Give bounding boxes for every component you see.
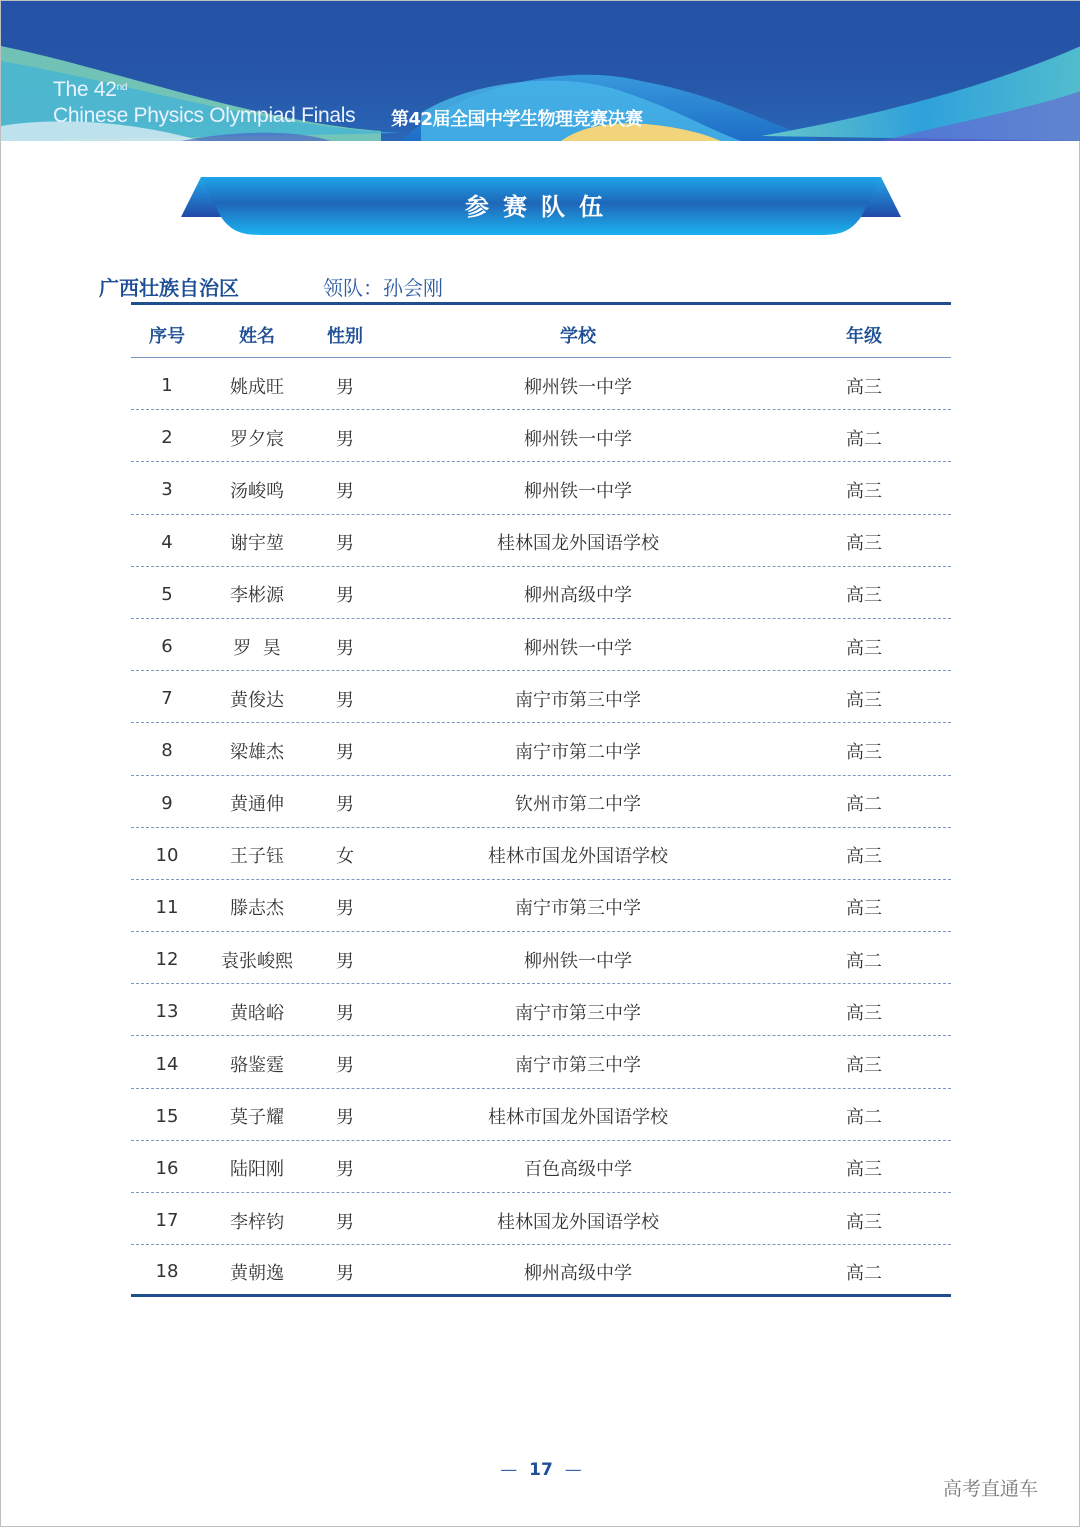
cell-school: 柳州高级中学 — [524, 585, 632, 607]
table-row — [131, 1089, 951, 1141]
cell-school: 桂林国龙外国语学校 — [497, 533, 659, 555]
cell-grade: 高三 — [846, 1159, 882, 1181]
table-row — [131, 984, 951, 1036]
cell-number: 12 — [155, 949, 179, 971]
cell-school: 百色高级中学 — [524, 1159, 632, 1181]
table-row — [131, 358, 951, 410]
cell-name: 王子钰 — [230, 846, 284, 868]
cell-name: 黄通伸 — [230, 794, 284, 816]
team-leader: 领队：孙会刚 — [323, 276, 443, 300]
cell-name: 滕志杰 — [230, 898, 284, 920]
cell-gender: 男 — [336, 637, 354, 659]
header-rule — [131, 302, 951, 305]
cell-school: 南宁市第三中学 — [515, 1002, 641, 1024]
cell-number: 3 — [161, 479, 173, 501]
page-dash-left: — — [500, 1460, 518, 1480]
cell-grade: 高二 — [846, 794, 882, 816]
cell-number: 5 — [161, 583, 173, 605]
cell-gender: 男 — [336, 1159, 354, 1181]
cell-grade: 高三 — [846, 689, 882, 711]
cell-school: 南宁市第二中学 — [515, 741, 641, 763]
col-header-school: 学校 — [560, 326, 596, 347]
table-row — [131, 1193, 951, 1245]
cell-grade: 高三 — [846, 533, 882, 555]
cell-name: 黄朝逸 — [230, 1262, 284, 1284]
cell-gender: 男 — [336, 480, 354, 502]
banner-chinese-title: 第42届全国中学生物理竞赛决赛 — [391, 109, 643, 130]
table-row — [131, 410, 951, 462]
cell-gender: 男 — [336, 794, 354, 816]
table-row — [131, 828, 951, 880]
cell-number: 4 — [161, 531, 173, 553]
cell-name: 李梓钧 — [230, 1211, 284, 1233]
cell-grade: 高二 — [846, 1262, 882, 1284]
cell-number: 15 — [155, 1105, 179, 1127]
cell-gender: 男 — [336, 428, 354, 450]
team-region: 广西壮族自治区 — [99, 276, 239, 300]
cell-gender: 男 — [336, 898, 354, 920]
header-banner — [1, 1, 1080, 141]
cell-number: 14 — [155, 1053, 179, 1075]
cell-grade: 高二 — [846, 428, 882, 450]
cell-name: 梁雄杰 — [230, 741, 284, 763]
cell-number: 18 — [155, 1261, 179, 1283]
cell-grade: 高三 — [846, 637, 882, 659]
cell-school: 柳州铁一中学 — [524, 637, 632, 659]
cell-name: 罗 昊 — [233, 637, 281, 659]
cell-gender: 男 — [336, 1262, 354, 1284]
cell-gender: 男 — [336, 533, 354, 555]
cell-gender: 男 — [336, 1107, 354, 1129]
col-header-grade: 年级 — [846, 326, 882, 347]
cell-grade: 高二 — [846, 1107, 882, 1129]
table-row — [131, 515, 951, 567]
cell-grade: 高三 — [846, 1211, 882, 1233]
col-header-number: 序号 — [149, 326, 185, 347]
table-row — [131, 1141, 951, 1193]
cell-grade: 高三 — [846, 585, 882, 607]
page-dash-right: — — [564, 1460, 582, 1480]
table-row — [131, 567, 951, 619]
table-row — [131, 1245, 951, 1297]
cell-grade: 高三 — [846, 741, 882, 763]
table-row — [131, 932, 951, 984]
cell-gender: 男 — [336, 950, 354, 972]
cell-name: 罗夕宸 — [230, 428, 284, 450]
col-header-name: 姓名 — [239, 326, 275, 347]
cell-gender: 男 — [336, 741, 354, 763]
cell-school: 南宁市第三中学 — [515, 689, 641, 711]
cell-name: 莫子耀 — [230, 1107, 284, 1129]
cell-name: 谢宇堃 — [230, 533, 284, 555]
cell-school: 柳州铁一中学 — [524, 950, 632, 972]
cell-school: 柳州高级中学 — [524, 1262, 632, 1284]
cell-name: 李彬源 — [230, 585, 284, 607]
banner-edition: The 42 — [53, 78, 117, 101]
table-row — [131, 619, 951, 671]
cell-school: 柳州铁一中学 — [524, 376, 632, 398]
cell-number: 10 — [155, 844, 179, 866]
banner-edition-suffix: nd — [116, 82, 128, 93]
cell-number: 9 — [161, 792, 173, 814]
cell-name: 汤峻鸣 — [230, 480, 284, 502]
cell-gender: 男 — [336, 376, 354, 398]
cell-grade: 高三 — [846, 846, 882, 868]
cell-name: 黄晗峪 — [230, 1002, 284, 1024]
cell-number: 13 — [155, 1001, 179, 1023]
cell-gender: 男 — [336, 1002, 354, 1024]
cell-number: 8 — [161, 740, 173, 762]
cell-number: 16 — [155, 1157, 179, 1179]
cell-school: 南宁市第三中学 — [515, 898, 641, 920]
page-number-value: 17 — [529, 1460, 553, 1480]
cell-grade: 高三 — [846, 480, 882, 502]
cell-school: 桂林国龙外国语学校 — [497, 1211, 659, 1233]
cell-name: 袁张峻熙 — [221, 950, 293, 972]
table-row — [131, 462, 951, 514]
cell-name: 陆阳刚 — [230, 1159, 284, 1181]
cell-school: 柳州铁一中学 — [524, 480, 632, 502]
cell-gender: 男 — [336, 1211, 354, 1233]
cell-gender: 女 — [336, 846, 354, 868]
cell-grade: 高三 — [846, 376, 882, 398]
watermark: 高考直通车 — [943, 1478, 1039, 1500]
table-row — [131, 776, 951, 828]
table-row — [131, 671, 951, 723]
cell-school: 桂林市国龙外国语学校 — [488, 846, 668, 868]
roster-table — [131, 313, 951, 1297]
cell-gender: 男 — [336, 585, 354, 607]
banner-event-name: Chinese Physics Olympiad Finals — [53, 104, 356, 127]
banner-english-title — [53, 77, 355, 129]
cell-school: 南宁市第三中学 — [515, 1055, 641, 1077]
cell-school: 钦州市第二中学 — [515, 794, 641, 816]
section-title: 参赛队伍 — [465, 193, 617, 221]
cell-school: 柳州铁一中学 — [524, 428, 632, 450]
cell-grade: 高三 — [846, 1055, 882, 1077]
cell-name: 黄俊达 — [230, 689, 284, 711]
cell-gender: 男 — [336, 689, 354, 711]
table-row — [131, 1036, 951, 1088]
cell-grade: 高三 — [846, 898, 882, 920]
cell-grade: 高三 — [846, 1002, 882, 1024]
cell-grade: 高二 — [846, 950, 882, 972]
col-header-gender: 性别 — [327, 326, 363, 347]
cell-number: 6 — [161, 636, 173, 658]
cell-school: 桂林市国龙外国语学校 — [488, 1107, 668, 1129]
cell-number: 17 — [155, 1210, 179, 1232]
table-row — [131, 880, 951, 932]
cell-name: 姚成旺 — [230, 376, 284, 398]
cell-number: 2 — [161, 427, 173, 449]
page-number — [1, 1457, 1080, 1483]
cell-number: 1 — [161, 375, 173, 397]
cell-number: 7 — [161, 688, 173, 710]
cell-gender: 男 — [336, 1055, 354, 1077]
table-header — [131, 313, 951, 358]
cell-number: 11 — [155, 896, 179, 918]
cell-name: 骆鉴霆 — [230, 1055, 284, 1077]
table-row — [131, 723, 951, 775]
